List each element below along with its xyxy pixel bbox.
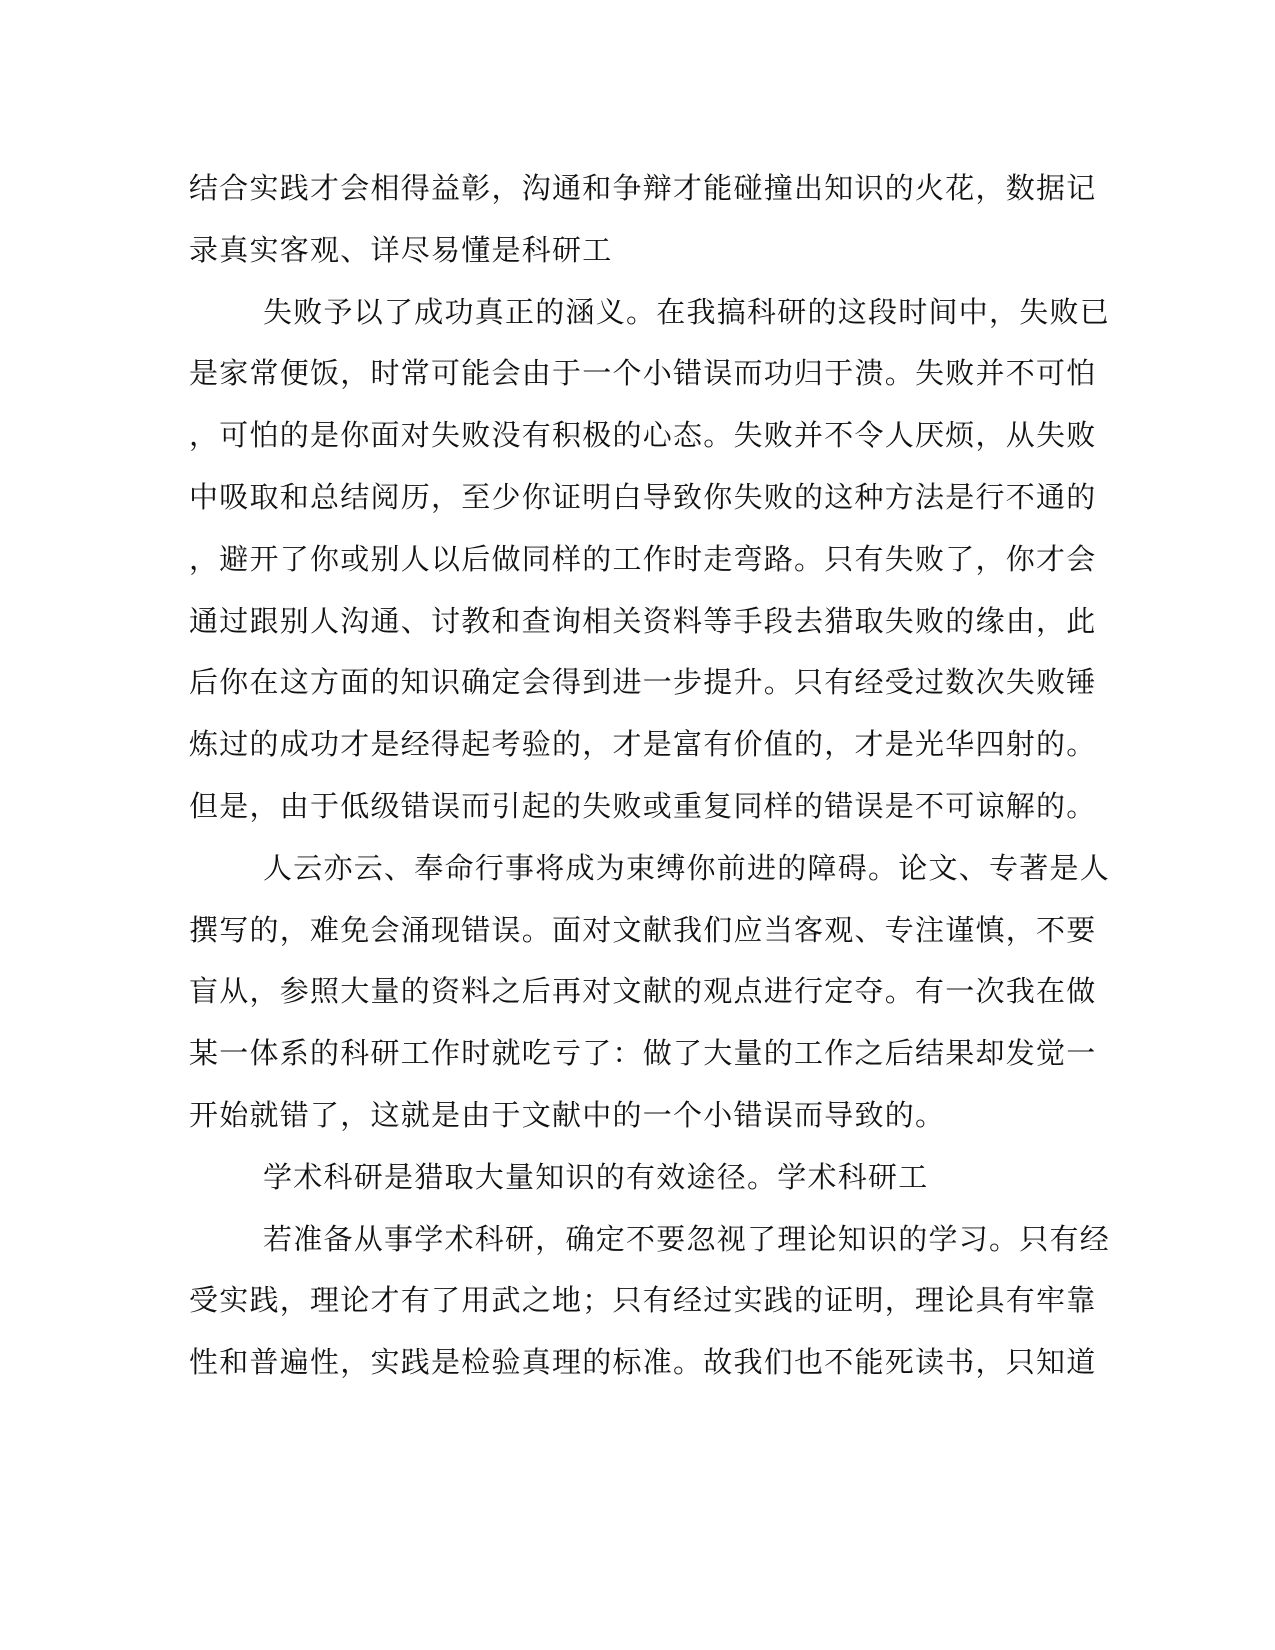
paragraph-first-line: 人云亦云、奉命行事将成为束缚你前进的障碍。论文、专著是人 xyxy=(263,850,1111,885)
paragraph-first-line: 失败予以了成功真正的涵义。在我搞科研的这段时间中，失败已 xyxy=(263,294,1111,329)
text-line: 通过跟别人沟通、讨教和查询相关资料等手段去猎取失败的缘由，此 xyxy=(189,603,1097,638)
text-line: 性和普遍性，实践是检验真理的标准。故我们也不能死读书，只知道 xyxy=(189,1345,1097,1380)
text-line: ，可怕的是你面对失败没有积极的心态。失败并不令人厌烦，从失败 xyxy=(189,418,1097,453)
text-line: 盲从，参照大量的资料之后再对文献的观点进行定夺。有一次我在做 xyxy=(189,974,1097,1009)
text-line: 某一体系的科研工作时就吃亏了：做了大量的工作之后结果却发觉一 xyxy=(189,1036,1097,1071)
paragraph-first-line: 学术科研是猎取大量知识的有效途径。学术科研工 xyxy=(263,1159,929,1194)
text-line: 但是，由于低级错误而引起的失败或重复同样的错误是不可谅解的。 xyxy=(189,788,1097,823)
text-line: 是家常便饭，时常可能会由于一个小错误而功归于溃。失败并不可怕 xyxy=(189,356,1097,391)
text-line: 受实践，理论才有了用武之地；只有经过实践的证明，理论具有牢靠 xyxy=(189,1283,1097,1318)
text-line: 录真实客观、详尽易懂是科研工 xyxy=(189,232,613,267)
paragraph-first-line: 若准备从事学术科研，确定不要忽视了理论知识的学习。只有经 xyxy=(263,1221,1111,1256)
text-line: ，避开了你或别人以后做同样的工作时走弯路。只有失败了，你才会 xyxy=(189,541,1097,576)
text-line: 撰写的，难免会涌现错误。面对文献我们应当客观、专注谨慎，不要 xyxy=(189,912,1097,947)
text-line: 结合实践才会相得益彰，沟通和争辩才能碰撞出知识的火花，数据记 xyxy=(189,171,1097,205)
text-line: 中吸取和总结阅历，至少你证明白导致你失败的这种方法是行不通的 xyxy=(189,479,1097,514)
text-line: 开始就错了，这就是由于文献中的一个小错误而导致的。 xyxy=(189,1097,946,1132)
document-body xyxy=(189,158,1111,1394)
text-line: 炼过的成功才是经得起考验的，才是富有价值的，才是光华四射的。 xyxy=(189,727,1097,762)
text-line: 后你在这方面的知识确定会得到进一步提升。只有经受过数次失败锤 xyxy=(189,665,1097,700)
